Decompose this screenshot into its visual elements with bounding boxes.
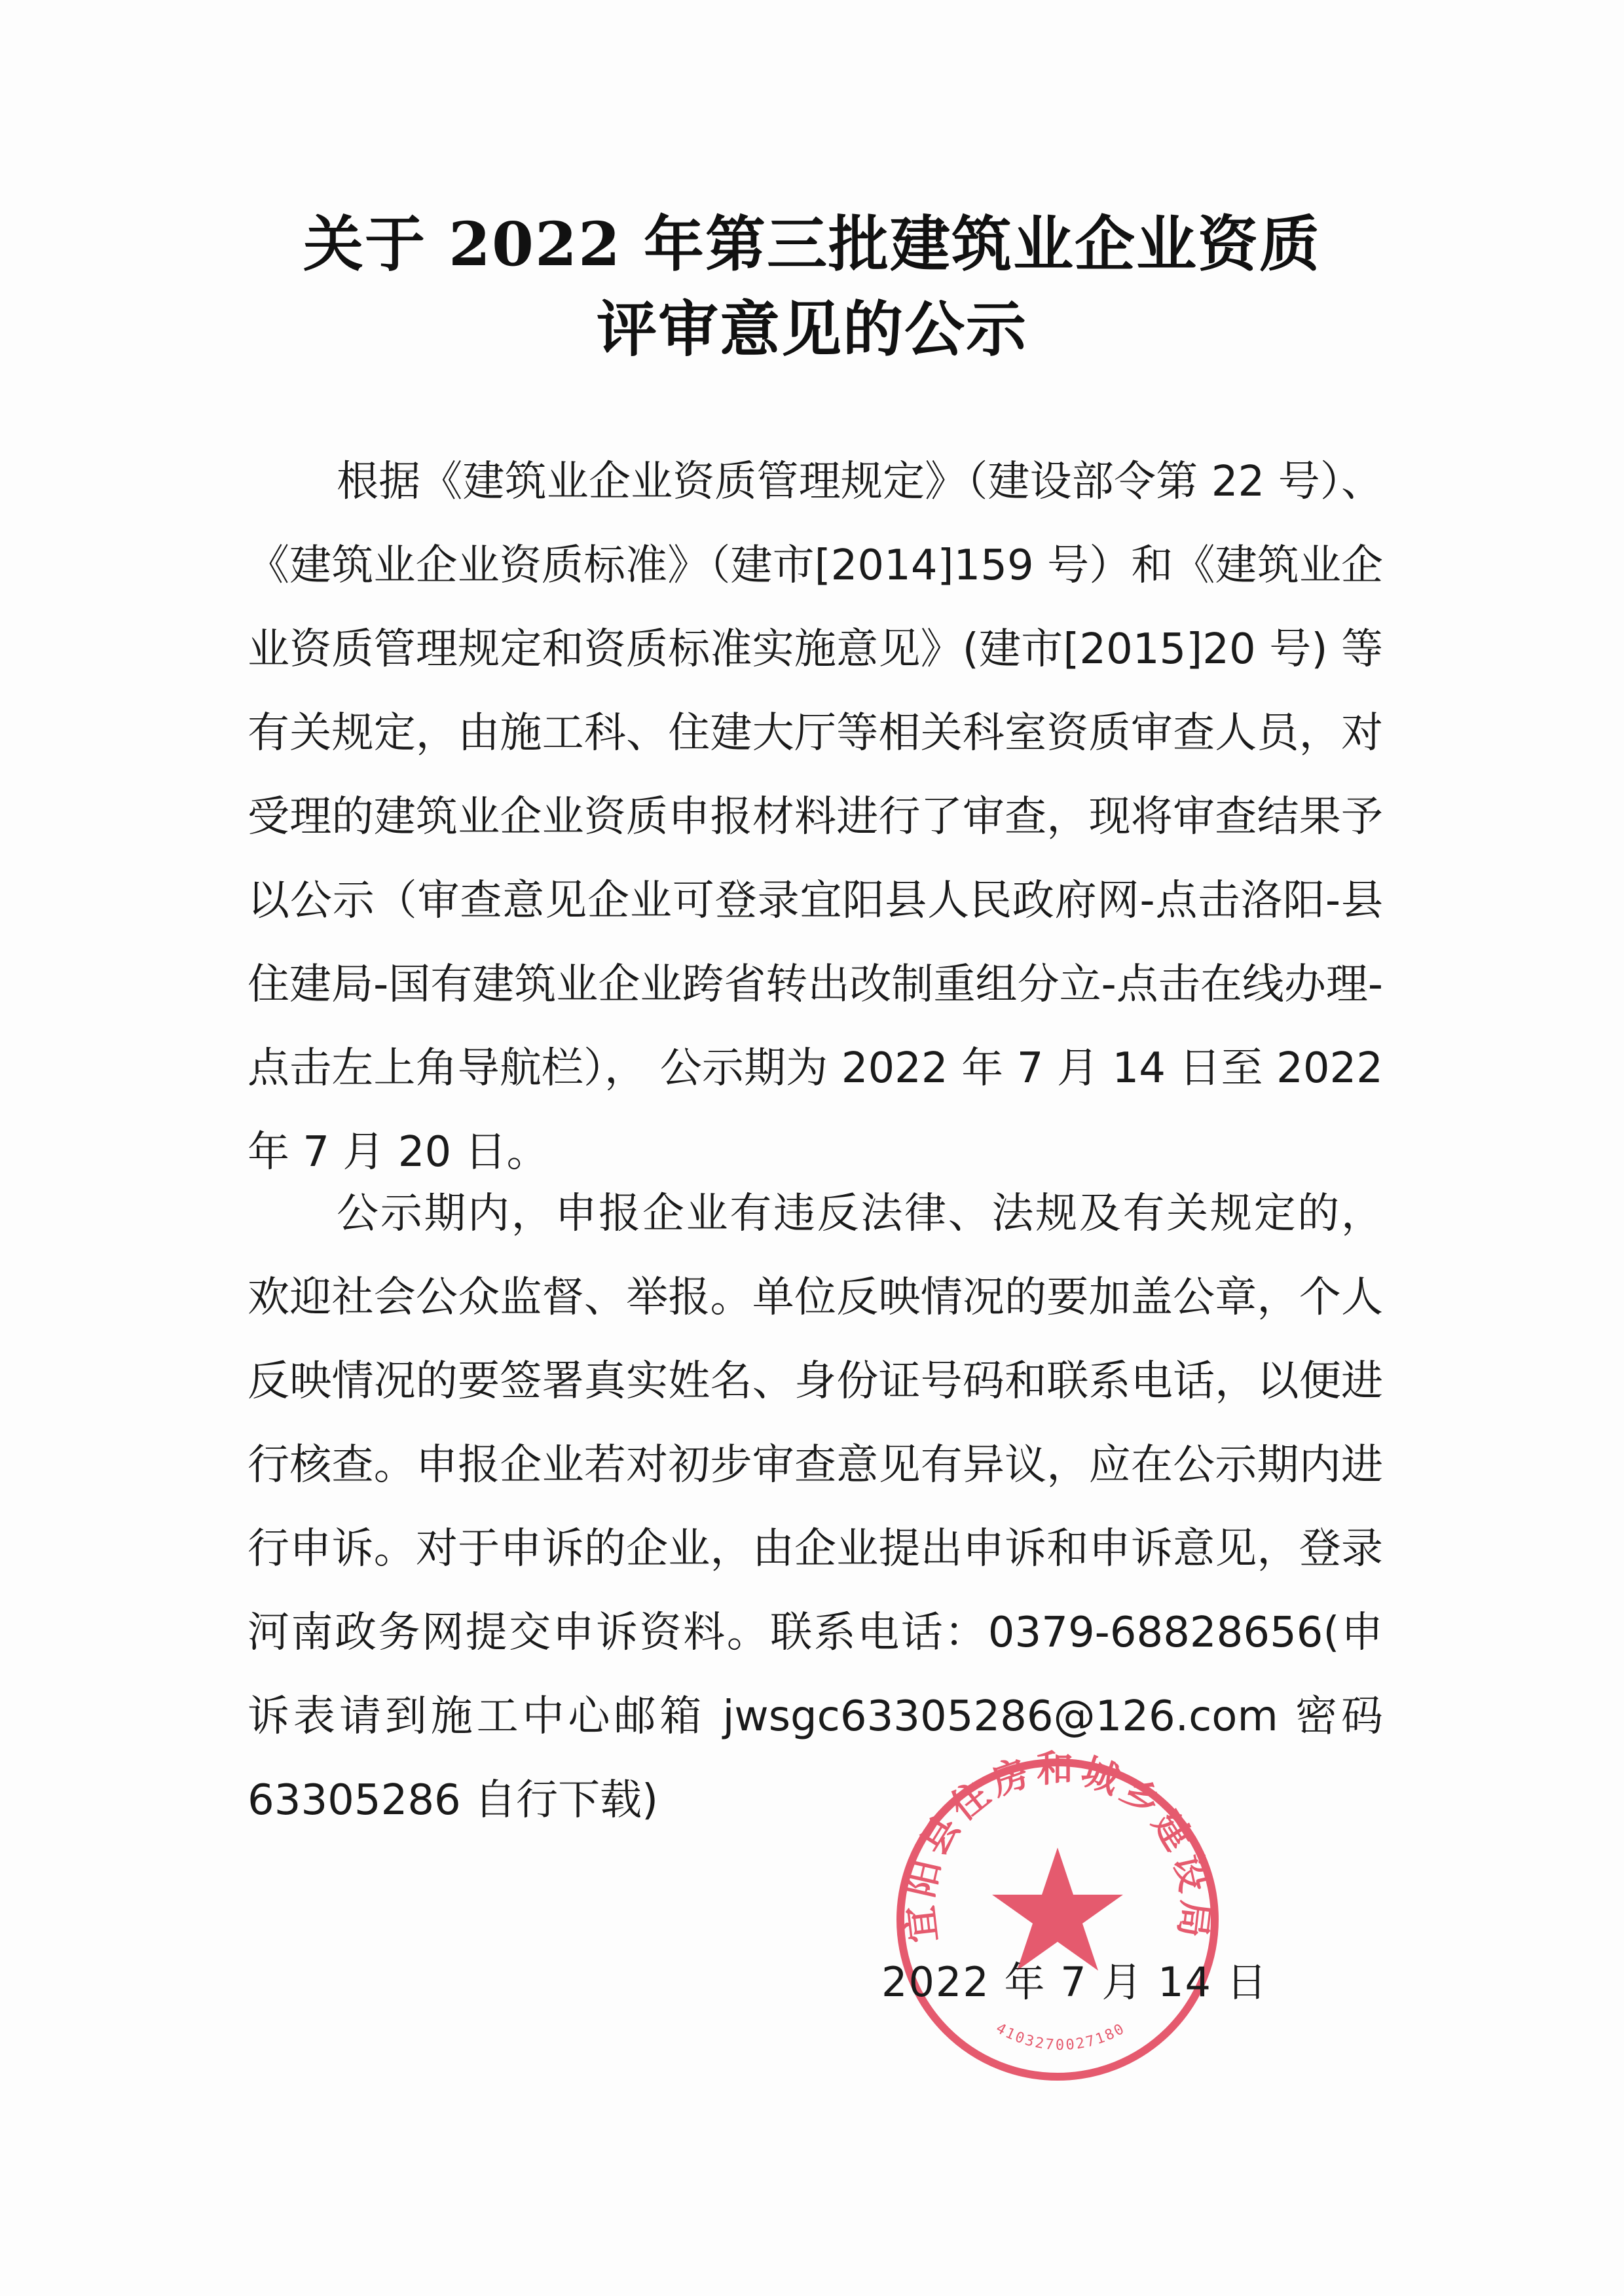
official-seal-icon — [887, 1749, 1228, 2090]
document-date: 2022 年 7 月 14 日 — [881, 1958, 1268, 2006]
paragraph-2-text: 公示期内，申报企业有违反法律、法规及有关规定的，欢迎社会公众监督、举报。单位反映情况的要加盖公章，个人反映情况的要签署真实姓名、身份证号码和联系电话，以便进行核查。申报企业若对初步审查意见有异议，应在公示期内进行申诉。对于申诉的企业，由企业提出申诉和申诉意见，登录河南政务网提交申诉资料。联系电话：0379-68828656(申诉表请到施工中心邮箱 jwsgc63305286@126.com 密码 63305286 自行下载) — [248, 1190, 1383, 1825]
seal-text: 宜阳县住房和城乡建设局 — [897, 1749, 1218, 1945]
body-paragraph-1 — [248, 440, 1383, 1194]
paragraph-1-text: 根据《建筑业企业资质管理规定》（建设部令第 22 号）、《建筑业企业资质标准》（建市[2014]159 号）和《建筑业企业资质管理规定和资质标准实施意见》(建市[2015]20 号) 等有关规定，由施工科、住建大厅等相关科室资质审查人员，对受理的建筑业企业资质申报材料进行了审查，现将审查结果予以公示（审查意见企业可登录宜阳县人民政府网-点击洛阳-县住建局-国有建筑业企业跨省转出改制重组分立-点击在线办理-点击左上角导航栏）， 公示期为 2022 年 7 月 14 日至 2022 年 7 月 20 日。 — [248, 458, 1383, 1176]
document-title-line-2: 评审意见的公示 — [596, 294, 1027, 365]
document-title-line-1: 关于 2022 年第三批建筑业企业资质 — [303, 209, 1321, 280]
seal-number: 4103270027180 — [993, 2020, 1129, 2054]
body-paragraph-2 — [248, 1172, 1383, 1842]
